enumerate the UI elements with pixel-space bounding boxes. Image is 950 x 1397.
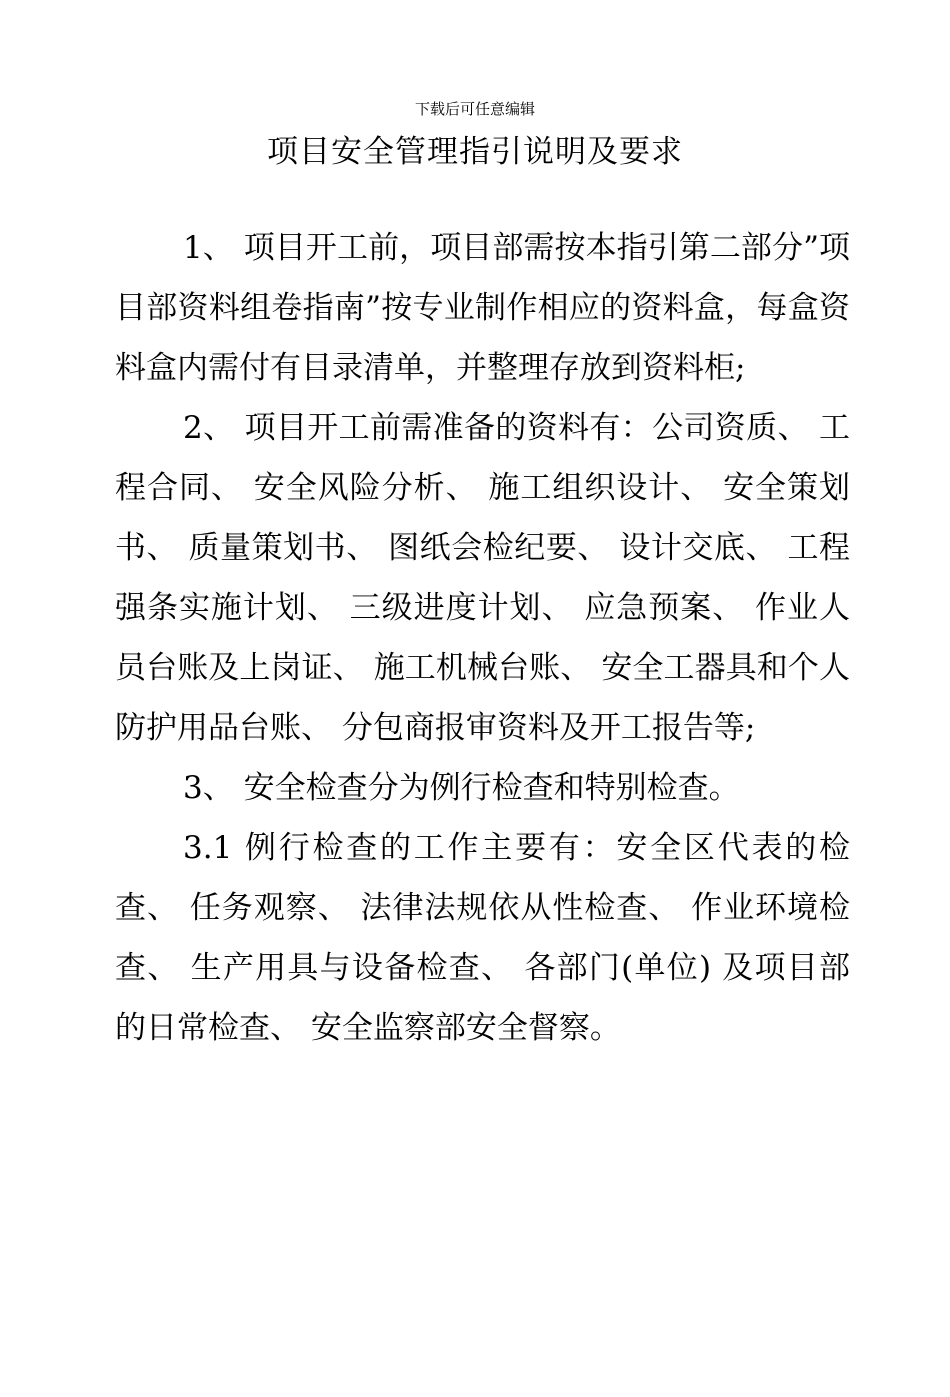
paragraph-1: 1、 项目开工前，项目部需按本指引第二部分”项目部资料组卷指南”按专业制作相应的资料盒，每盒资料盒内需付有目录清单，并整理存放到资料柜; <box>115 230 850 386</box>
download-watermark: 下载后可任意编辑 <box>414 100 535 118</box>
document-title: 项目安全管理指引说明及要求 <box>267 134 683 170</box>
paragraph-3-1: 3.1 例行检查的工作主要有：安全区代表的检查、 任务观察、 法律法规依从性检查、 作业环境检查、 生产用具与设备检查、 各部门(单位) 及项目部的日常检查、 安全监察部安全督察。 <box>115 830 850 1046</box>
paragraph-3: 3、 安全检查分为例行检查和特别检查。 <box>183 770 740 806</box>
paragraph-2: 2、 项目开工前需准备的资料有：公司资质、 工程合同、 安全风险分析、 施工组织设计、 安全策划书、 质量策划书、 图纸会检纪要、 设计交底、 工程强条实施计划、 三级进度计划、 应急预案、 作业人员台账及上岗证、 施工机械台账、 安全工器具和个人防护用品台账、 分包商报审资料及开工报告等; <box>115 410 850 746</box>
document-body <box>115 218 850 1058</box>
